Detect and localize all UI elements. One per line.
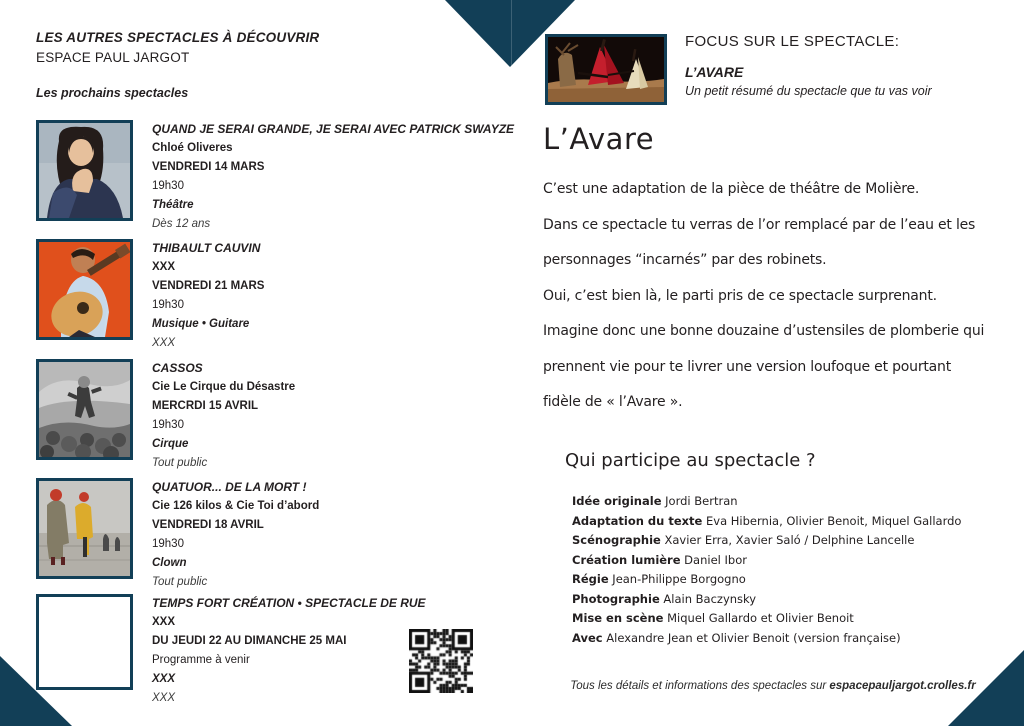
show-photo-beach <box>36 478 133 579</box>
show-audience: XXX <box>152 337 176 349</box>
show-time: 19h30 <box>152 538 184 550</box>
show-company: Cie 126 kilos & Cie Toi d’abord <box>152 500 320 512</box>
tagline: Les prochains spectacles <box>36 86 189 100</box>
show-photo-portrait <box>36 120 133 221</box>
show-audience: Tout public <box>152 457 208 469</box>
description-line: Imagine donc une bonne douzaine d’ustensiles de plomberie qui <box>543 323 985 339</box>
spectacle-heading: L’Avare <box>543 122 655 156</box>
show-genre: XXX <box>152 673 176 685</box>
credits-list <box>572 492 961 648</box>
credit-line: Photographie Alain Baczynsky <box>572 591 757 606</box>
show-genre: Clown <box>152 557 187 569</box>
description-line: Oui, c’est bien là, le parti pris de ce spectacle surprenant. <box>543 287 937 304</box>
show-photo-placeholder <box>36 594 133 690</box>
show-info <box>152 120 514 234</box>
show-audience: Dès 12 ans <box>152 218 211 230</box>
show-audience: Tout public <box>152 576 208 588</box>
show-info <box>152 239 264 353</box>
focus-header <box>685 33 932 98</box>
venue-name: ESPACE PAUL JARGOT <box>36 50 190 65</box>
show-photo-circus <box>36 359 133 460</box>
show-time: Programme à venir <box>152 654 250 666</box>
credit-line: Création lumière Daniel Ibor <box>572 552 747 567</box>
show-company: XXX <box>152 616 176 628</box>
qr-code <box>409 629 473 693</box>
show-item <box>36 120 514 234</box>
show-title: TEMPS FORT CRÉATION • SPECTACLE DE RUE <box>152 596 426 610</box>
credit-line: Idée originale Jordi Bertran <box>572 494 738 508</box>
show-genre: Musique • Guitare <box>152 318 250 330</box>
show-time: 19h30 <box>152 419 184 431</box>
credit-line: Scénographie Xavier Erra, Xavier Saló / Delphine Lancelle <box>572 533 915 547</box>
focus-subtitle: Un petit résumé du spectacle que tu vas voir <box>685 84 932 98</box>
show-item <box>36 239 264 353</box>
show-date: VENDREDI 18 AVRIL <box>152 519 264 531</box>
description-line: Dans ce spectacle tu verras de l’or remplacé par de l’eau et les <box>543 216 976 233</box>
focus-title: L’AVARE <box>685 64 744 80</box>
participants-heading: Qui participe au spectacle ? <box>565 450 816 471</box>
page-title: LES AUTRES SPECTACLES À DÉCOUVRIR <box>36 30 320 45</box>
show-title: CASSOS <box>152 361 203 375</box>
show-company: Chloé Oliveres <box>152 142 233 154</box>
show-date: VENDREDI 14 MARS <box>152 161 265 173</box>
description-line: C’est une adaptation de la pièce de théâtre de Molière. <box>543 181 920 197</box>
description-line: personnages “incarnés” par des robinets. <box>543 252 827 268</box>
show-genre: Cirque <box>152 438 189 450</box>
credit-line: Mise en scène Miquel Gallardo et Olivier Benoit <box>572 611 854 625</box>
show-title: QUATUOR... DE LA MORT ! <box>152 480 307 494</box>
show-info <box>152 594 426 708</box>
footer-note <box>543 680 1003 692</box>
show-date: MERCRDI 15 AVRIL <box>152 400 259 412</box>
show-info <box>152 359 295 473</box>
focus-stage-photo <box>545 34 667 105</box>
show-item <box>36 594 426 708</box>
show-info <box>152 478 319 592</box>
show-date: VENDREDI 21 MARS <box>152 280 265 292</box>
footer-text: Tous les détails et informations des spectacles sur <box>570 680 830 692</box>
credit-line: Avec Alexandre Jean et Olivier Benoit (version française) <box>572 630 901 645</box>
show-item <box>36 359 295 473</box>
show-title: QUAND JE SERAI GRANDE, JE SERAI AVEC PATRICK SWAYZE <box>152 122 515 136</box>
show-photo-guitarist <box>36 239 133 340</box>
show-item <box>36 478 319 592</box>
show-genre: Théâtre <box>152 199 194 211</box>
left-header <box>36 30 319 100</box>
show-company: Cie Le Cirque du Désastre <box>152 381 296 393</box>
spectacle-description <box>543 172 984 421</box>
show-time: 19h30 <box>152 180 184 192</box>
show-audience: XXX <box>152 692 176 704</box>
fold-seam <box>511 0 512 67</box>
credit-line: Adaptation du texte Eva Hibernia, Olivier Benoit, Miquel Gallardo <box>572 513 962 528</box>
footer-website: espacepauljargot.crolles.fr <box>829 680 976 692</box>
show-date: DU JEUDI 22 AU DIMANCHE 25 MAI <box>152 635 347 647</box>
description-line: prennent vie pour te livrer une version loufoque et pourtant <box>543 358 952 375</box>
credit-line: Régie Jean-Philippe Borgogno <box>572 572 746 586</box>
description-line: fidèle de « l’Avare ». <box>543 394 683 410</box>
focus-label: FOCUS SUR LE SPECTACLE: <box>685 33 900 50</box>
show-title: THIBAULT CAUVIN <box>152 241 261 255</box>
show-time: 19h30 <box>152 299 184 311</box>
show-company: XXX <box>152 261 176 273</box>
